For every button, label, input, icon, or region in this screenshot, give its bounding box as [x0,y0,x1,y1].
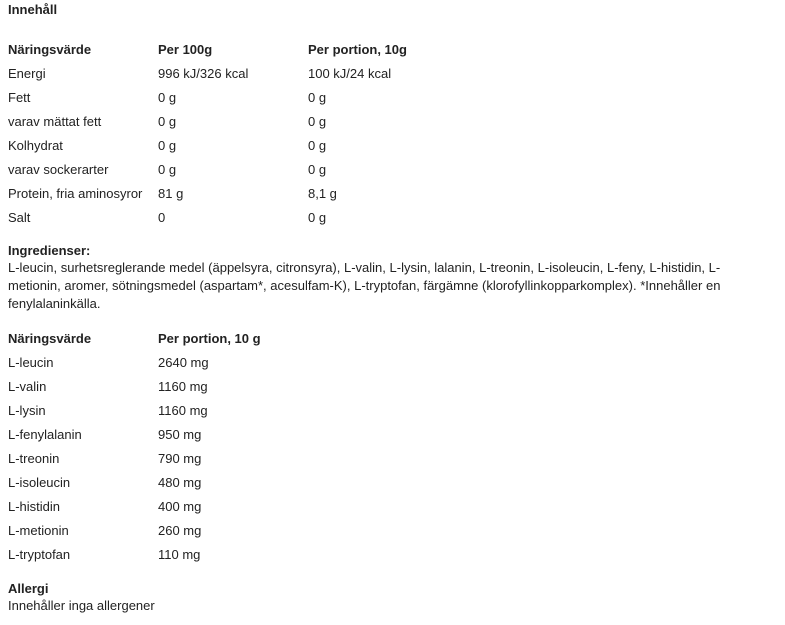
nutrient-per100: 0 g [158,90,177,105]
ingredients-heading: Ingredienser: [8,243,91,258]
nutrient-perportion: 0 g [308,162,327,177]
amino-amount: 480 mg [158,475,202,490]
table-row [8,182,407,206]
amino-amount: 790 mg [158,451,202,466]
amino-name: L-valin [8,379,47,394]
nutrient-name: Energi [8,66,46,81]
nutrient-per100: 996 kJ/326 kcal [158,66,249,81]
table-row [8,471,261,495]
nutrient-name: Kolhydrat [8,138,63,153]
nutrition-header-row [8,38,407,62]
nutrient-name: varav mättat fett [8,114,102,129]
amino-name: L-leucin [8,355,54,370]
table-row [8,423,261,447]
table-row [8,158,407,182]
amino-name: L-treonin [8,451,60,466]
table-row [8,543,261,567]
amino-name: L-histidin [8,499,61,514]
nutrition-header-perportion: Per portion, 10g [308,42,407,57]
nutrient-perportion: 100 kJ/24 kcal [308,66,392,81]
nutrient-name: Fett [8,90,31,105]
table-row [8,399,261,423]
amino-amount: 950 mg [158,427,202,442]
allergy-text: Innehåller inga allergener [8,598,155,613]
table-row [8,447,261,471]
nutrient-name: Protein, fria aminosyror [8,186,143,201]
table-row [8,375,261,399]
amino-name: L-fenylalanin [8,427,82,442]
ingredients-text: L-leucin, surhetsreglerande medel (äppelsyra, citronsyra), L-valin, L-lysin, lalanin, L-treonin, L-isoleucin, L-feny, L-histidin, L-metionin, aromer, sötningsmedel (aspartam*, acesulfam-K), L-tryptofan, färgämne (klorofyllinkopparkomplex). *Innehåller en fenylalaninkälla. [8,260,721,311]
nutrient-perportion: 0 g [308,210,327,225]
amino-amount: 260 mg [158,523,202,538]
amino-amount: 2640 mg [158,355,209,370]
amino-header-perportion: Per portion, 10 g [158,331,261,346]
nutrient-name: varav sockerarter [8,162,109,177]
product-content [8,0,778,615]
page-title: Innehåll [8,2,58,17]
nutrition-header-per100: Per 100g [158,42,213,57]
amino-amount: 110 mg [158,547,201,562]
nutrient-name: Salt [8,210,31,225]
table-row [8,519,261,543]
nutrient-per100: 0 g [158,162,177,177]
nutrient-per100: 81 g [158,186,184,201]
amino-name: L-metionin [8,523,69,538]
amino-header-name: Näringsvärde [8,331,92,346]
amino-acid-table [8,327,261,567]
amino-amount: 400 mg [158,499,202,514]
amino-name: L-lysin [8,403,46,418]
nutrition-table [8,38,407,230]
nutrient-per100: 0 [158,210,166,225]
nutrition-header-name: Näringsvärde [8,42,92,57]
amino-name: L-isoleucin [8,475,71,490]
table-row [8,495,261,519]
table-row [8,351,261,375]
table-row [8,110,407,134]
amino-name: L-tryptofan [8,547,71,562]
table-row [8,86,407,110]
nutrient-per100: 0 g [158,138,177,153]
nutrient-perportion: 0 g [308,138,327,153]
table-row [8,62,407,86]
table-row [8,134,407,158]
allergy-heading: Allergi [8,581,49,596]
nutrient-perportion: 8,1 g [308,186,337,201]
nutrient-perportion: 0 g [308,90,327,105]
table-row [8,206,407,230]
nutrient-per100: 0 g [158,114,177,129]
amino-amount: 1160 mg [158,379,208,394]
amino-amount: 1160 mg [158,403,208,418]
amino-header-row [8,327,261,351]
nutrient-perportion: 0 g [308,114,327,129]
